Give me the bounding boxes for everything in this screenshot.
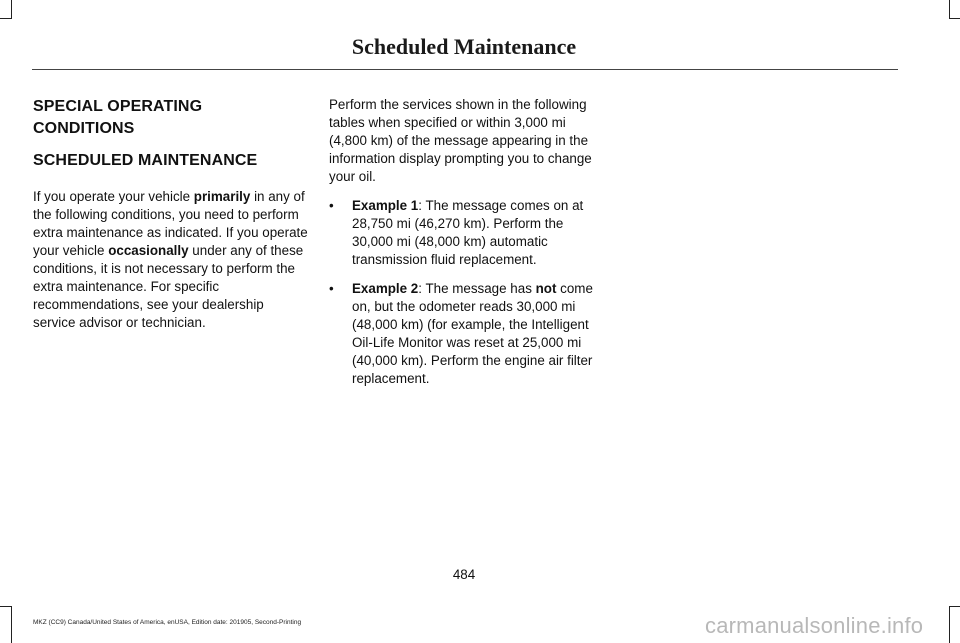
para-text: If you operate your vehicle: [33, 189, 194, 204]
example-text: : The message has: [418, 281, 536, 296]
example-text: : The message comes on at 28,750 mi (46,270 km). Perform the 30,000 mi (48,000 km) automatic transmission fluid replacement.: [352, 198, 584, 267]
para-text: in any of the following conditions, you need to perform extra maintenance as indicated. If you operate your vehicle: [33, 189, 308, 258]
crop-mark-top-left-horizontal: [0, 18, 12, 19]
crop-mark-top-right-vertical: [949, 0, 950, 18]
example-label: Example 2: [352, 281, 419, 296]
right-column: [329, 96, 604, 399]
para-text: under any of these conditions, it is not necessary to perform the extra maintenance. For specific recommendations, see your dealership service advisor or technician.: [33, 243, 304, 330]
crop-mark-bottom-right-vertical: [949, 606, 950, 643]
section-heading-special-operating: SPECIAL OPERATING CONDITIONS: [33, 98, 203, 137]
intro-paragraph: Perform the services shown in the following tables when specified or within 3,000 mi (4,800 km) of the message appearing in the information display prompting you to change your oil.: [329, 97, 592, 184]
crop-mark-bottom-left-horizontal: [0, 606, 12, 607]
crop-mark-bottom-right-horizontal: [949, 606, 960, 607]
page-header-title: Scheduled Maintenance: [351, 34, 577, 59]
example-text: come on, but the odometer reads 30,000 mi (48,000 km) (for example, the Intelligent Oil-Life Monitor was reset at 25,000 mi (40,000 km). Perform the engine air filter replacement.: [352, 281, 593, 386]
para-emphasis-occasionally: occasionally: [108, 243, 189, 258]
crop-mark-top-left-vertical: [11, 0, 12, 18]
watermark-text: carmanualsonline.info: [705, 613, 924, 638]
bullet-icon: •: [329, 281, 334, 296]
para-emphasis-primarily: primarily: [193, 189, 251, 204]
edition-footer: MKZ (CC9) Canada/United States of America, enUSA, Edition date: 201905, Second-Printing: [33, 619, 302, 626]
crop-mark-bottom-left-vertical: [11, 606, 12, 643]
left-column: [33, 96, 308, 332]
example-label: Example 1: [352, 198, 419, 213]
section-heading-scheduled-maintenance: SCHEDULED MAINTENANCE: [33, 152, 258, 169]
conditions-paragraph: [33, 188, 308, 332]
example-emphasis-not: not: [535, 281, 557, 296]
page-number: 484: [452, 567, 476, 582]
header-divider: [32, 69, 898, 70]
bullet-icon: •: [329, 198, 334, 213]
list-item: [329, 197, 604, 269]
crop-mark-top-right-horizontal: [949, 18, 960, 19]
example-list: [329, 197, 604, 388]
list-item: [329, 280, 604, 388]
